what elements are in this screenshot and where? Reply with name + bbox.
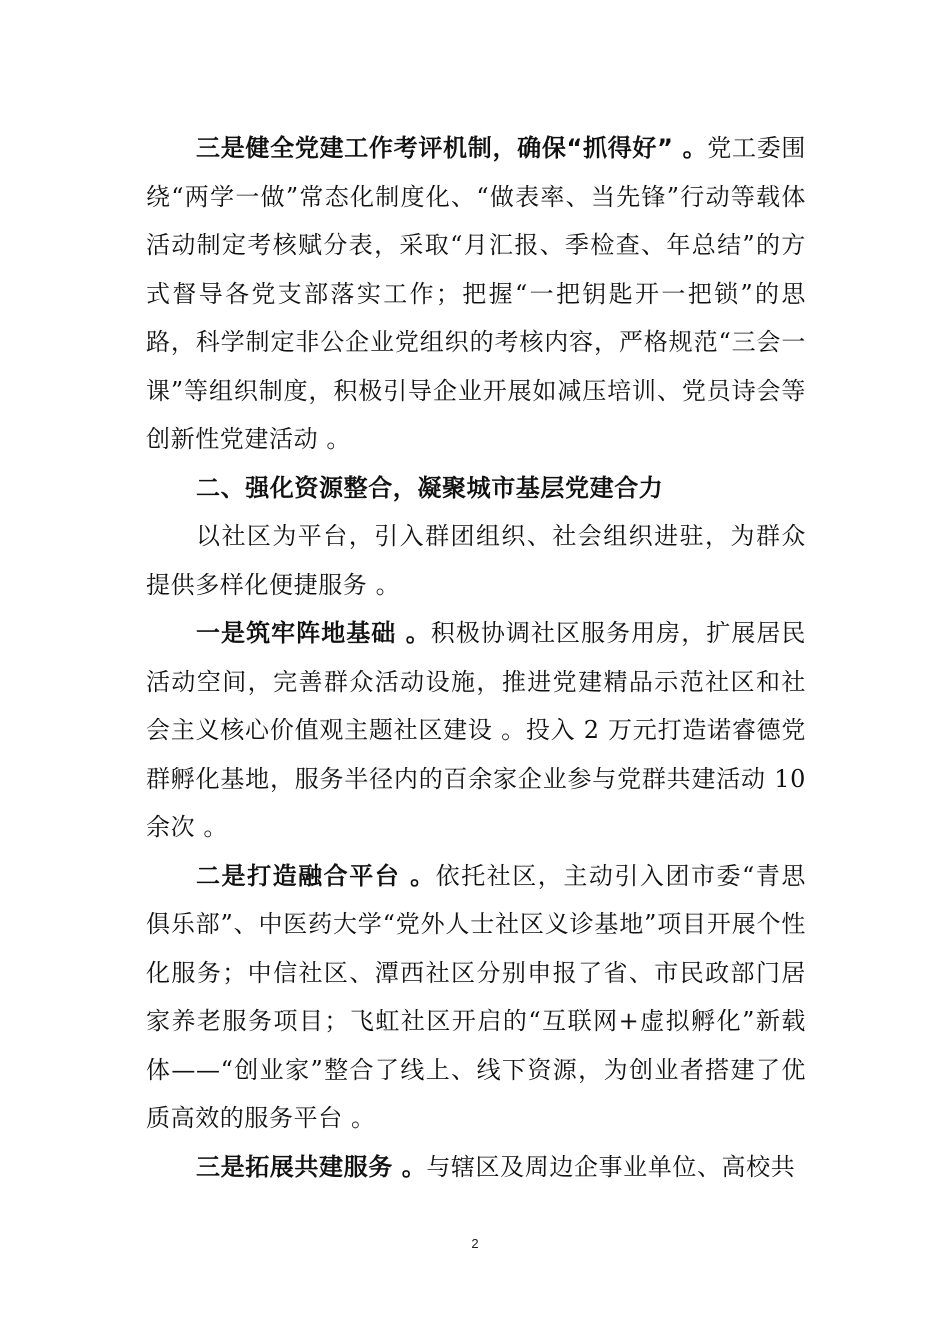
paragraph-text: 积极协调社区服务用房，扩展居民活动空间，完善群众活动设施，推进党建精品示范社区和社会主义核心价值观主题社区建设 。投入 2 万元打造诺睿德党群孵化基地，服务半径内的百余家企业参与党群共建活动 10 余次 。 bbox=[146, 619, 807, 841]
paragraph-platform-intro bbox=[146, 512, 806, 609]
paragraph-lead: 一是筑牢阵地基础 。 bbox=[196, 619, 431, 647]
page-number: 2 bbox=[471, 1236, 479, 1251]
paragraph-lead: 二是打造融合平台 。 bbox=[196, 861, 436, 890]
paragraph-base-building bbox=[146, 609, 806, 852]
paragraph-text: 依托社区，主动引入团市委“青思俱乐部”、中医药大学“党外人士社区义诊基地”项目开展个性化服务；中信社区、潭西社区分别申报了省、市民政部门居家养老服务项目；飞虹社区开启的“互联网+虚拟孵化”新载体——“创业家”整合了线上、线下资源，为创业者搭建了优质高效的服务平台 。 bbox=[146, 861, 806, 1132]
paragraph-evaluation-mechanism bbox=[146, 124, 806, 464]
paragraph-joint-services bbox=[146, 1143, 806, 1192]
paragraph-text: 党工委围绕“两学一做”常态化制度化、“做表率、当先锋”行动等载体活动制定考核赋分表，采取“月汇报、季检查、年总结”的方式督导各党支部落实工作；把握“一把钥匙开一把锁”的思路，科学制定非公企业党组织的考核内容，严格规范“三会一课”等组织制度，积极引导企业开展如减压培训、党员诗会等创新性党建活动 。 bbox=[146, 134, 806, 453]
document-body bbox=[146, 124, 806, 1191]
paragraph-integration-platform bbox=[146, 852, 806, 1143]
paragraph-text: 以社区为平台，引入群团组织、社会组织进驻，为群众提供多样化便捷服务 。 bbox=[146, 522, 806, 599]
paragraph-lead: 三是拓展共建服务 。 bbox=[196, 1152, 427, 1181]
section-heading: 二、强化资源整合，凝聚城市基层党建合力 bbox=[196, 473, 664, 502]
paragraph-text: 与辖区及周边企事业单位、高校共 bbox=[426, 1152, 796, 1181]
paragraph-lead: 三是健全党建工作考评机制，确保“抓得好” 。 bbox=[196, 134, 708, 162]
